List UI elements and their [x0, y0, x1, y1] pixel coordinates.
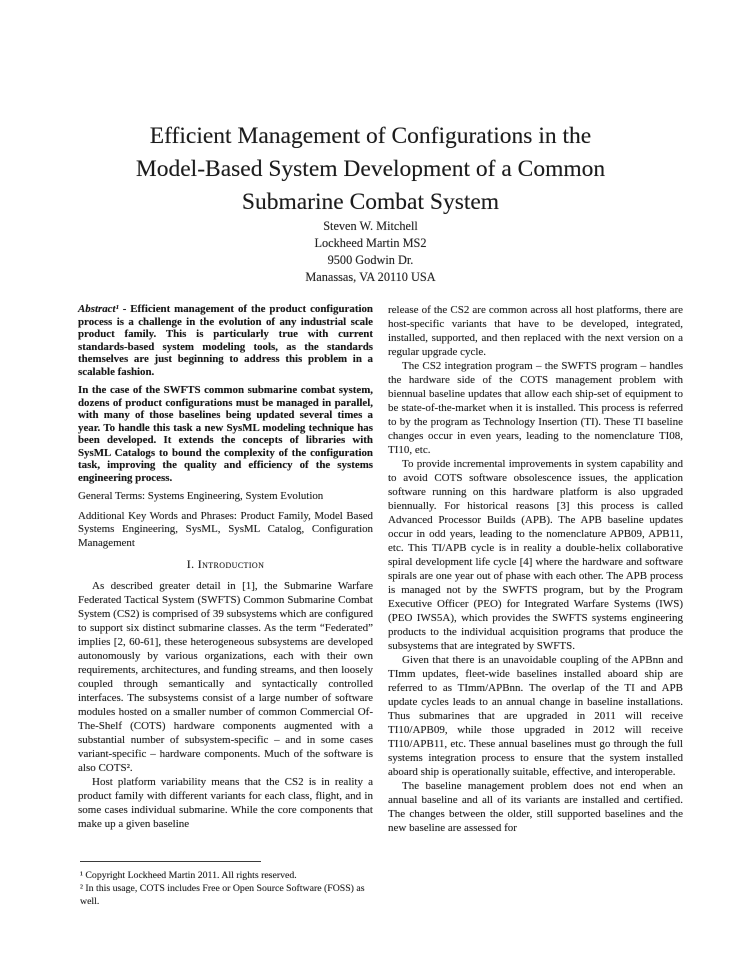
right-column-paragraph-4: Given that there is an unavoidable coupling of the APBnn and TImm updates, fleet-wide baselines installed aboard ship are referred to as TImm/APBnn. The overlap of the TI and APB update cycles leads to an annual change in baseline installations. Thus submarines that are upgraded in 2011 will receive TI10/APB09, while those upgraded in 2012 will receive TI10/APB11, etc. These annual baselines must go through the full systems integration process to ensure that the system installed aboard ship is operationally suitable, effective, and interoperable.	[388, 654, 683, 778]
abstract-paragraph-2: In the case of the SWFTS common submarine combat system, dozens of product configurations must be managed in parallel, with many of those baselines being updated several times a year. To handle this task a new SysML modeling technique has been developed. It extends the concepts of libraries with SysML Catalogs to bound the complexity of the configuration task, improving the quality and efficiency of the systems engineering process.	[78, 384, 373, 484]
author-block	[0, 218, 741, 286]
footnote-cots-definition: ² In this usage, COTS includes Free or Open Source Software (FOSS) as well.	[80, 883, 365, 907]
right-column	[388, 303, 683, 835]
author-street-address: 9500 Godwin Dr.	[327, 253, 414, 267]
author-name: Steven W. Mitchell	[323, 219, 418, 233]
abstract-paragraph-1	[78, 303, 373, 378]
abstract-separator: -	[118, 303, 131, 315]
introduction-paragraph-2: Host platform variability means that the CS2 is in reality a product family with different variants for each class, flight, and in some cases individual submarine. While the core components that make up a given baseline	[78, 775, 373, 830]
left-column	[78, 303, 373, 831]
right-column-paragraph-1: release of the CS2 are common across all host platforms, there are host-specific variants that have to be developed, integrated, installed, supported, and then replaced with the next version on a regular upgrade cycle.	[388, 304, 683, 358]
paper-title	[0, 120, 741, 219]
general-terms: General Terms: Systems Engineering, System Evolution	[78, 490, 324, 502]
right-column-paragraph-5: The baseline management problem does not end when an annual baseline and all of its variants are installed and certified. The changes between the older, still supported baselines and the new baseline are assessed for	[388, 780, 683, 834]
abstract-label: Abstract¹	[78, 303, 119, 315]
footnote-copyright: ¹ Copyright Lockheed Martin 2011. All rights reserved.	[80, 870, 297, 881]
paper-title-line-2: Model-Based System Development of a Common	[135, 155, 606, 182]
author-affiliation: Lockheed Martin MS2	[314, 236, 427, 250]
introduction-heading: I. Introduction	[186, 556, 265, 571]
footnote-separator-rule	[80, 861, 261, 862]
paper-title-line-1: Efficient Management of Configurations in the	[149, 122, 592, 149]
footnote-block	[80, 861, 375, 908]
paper-title-line-3: Submarine Combat System	[241, 188, 500, 215]
right-column-paragraph-3: To provide incremental improvements in system capability and to avoid COTS software obsolescence issues, the application software running on this hardware platform is also upgraded biennually. For historical reasons [3] this process is called Advanced Processor Builds (APB). The APB baseline updates occur in odd years, leading to the nomenclature APB09, APB11, etc. This TI/APB cycle is in reality a double-helix collaborative spiral development life cycle [4] where the hardware and software spirals are one year out of phase with each other. The APB process is managed not by the SWFTS program, but by the Program Executive Officer (PEO) for Integrated Warfare Systems (IWS) (PEO IWS5A), which provides the SWFTS systems engineering products to the individual acquisition programs that produce the subsystems that are integrated by SWFTS.	[388, 458, 683, 652]
introduction-paragraph-1: As described greater detail in [1], the Submarine Warfare Federated Tactical System (SWFTS) Common Submarine Combat System (CS2) is comprised of 39 subsystems which are configured to support six distinct submarine classes. As the term “Federated” implies [2, 60-61], these heterogeneous subsystems are developed autonomously by various organizations, each with their own requirements, architectures, and funding streams, and then loosely coupled through semantically and syntactically controlled interfaces. The subsystems consist of a large number of software modules hosted on a smaller number of common Commercial Of-The-Shelf (COTS) hardware components augmented with a substantial number of subsystem-specific – and in some cases variant-specific – hardware components. Much of the software is also COTS².	[78, 579, 373, 774]
abstract-paragraph-1-text: Efficient management of the product configuration process is a challenge in the evolution of any industrial scale product family. This is particularly true with current standards-based system modeling tools, as the standards themselves are just beginning to address this problem in a scalable fashion.	[78, 303, 373, 378]
right-column-paragraph-2: The CS2 integration program – the SWFTS program – handles the hardware side of the COTS management problem with biennual baseline updates that allow each ship-set of equipment to be state-of-the-market when it is installed. This process is referred to by the program as Technology Insertion (TI). These TI baseline changes occur in even years, leading to the nomenclature TI08, TI10, etc.	[388, 360, 683, 456]
author-city-address: Manassas, VA 20110 USA	[305, 270, 436, 284]
additional-keywords: Additional Key Words and Phrases: Product Family, Model Based Systems Engineering, SysML, SysML Catalog, Configuration Management	[78, 510, 373, 549]
